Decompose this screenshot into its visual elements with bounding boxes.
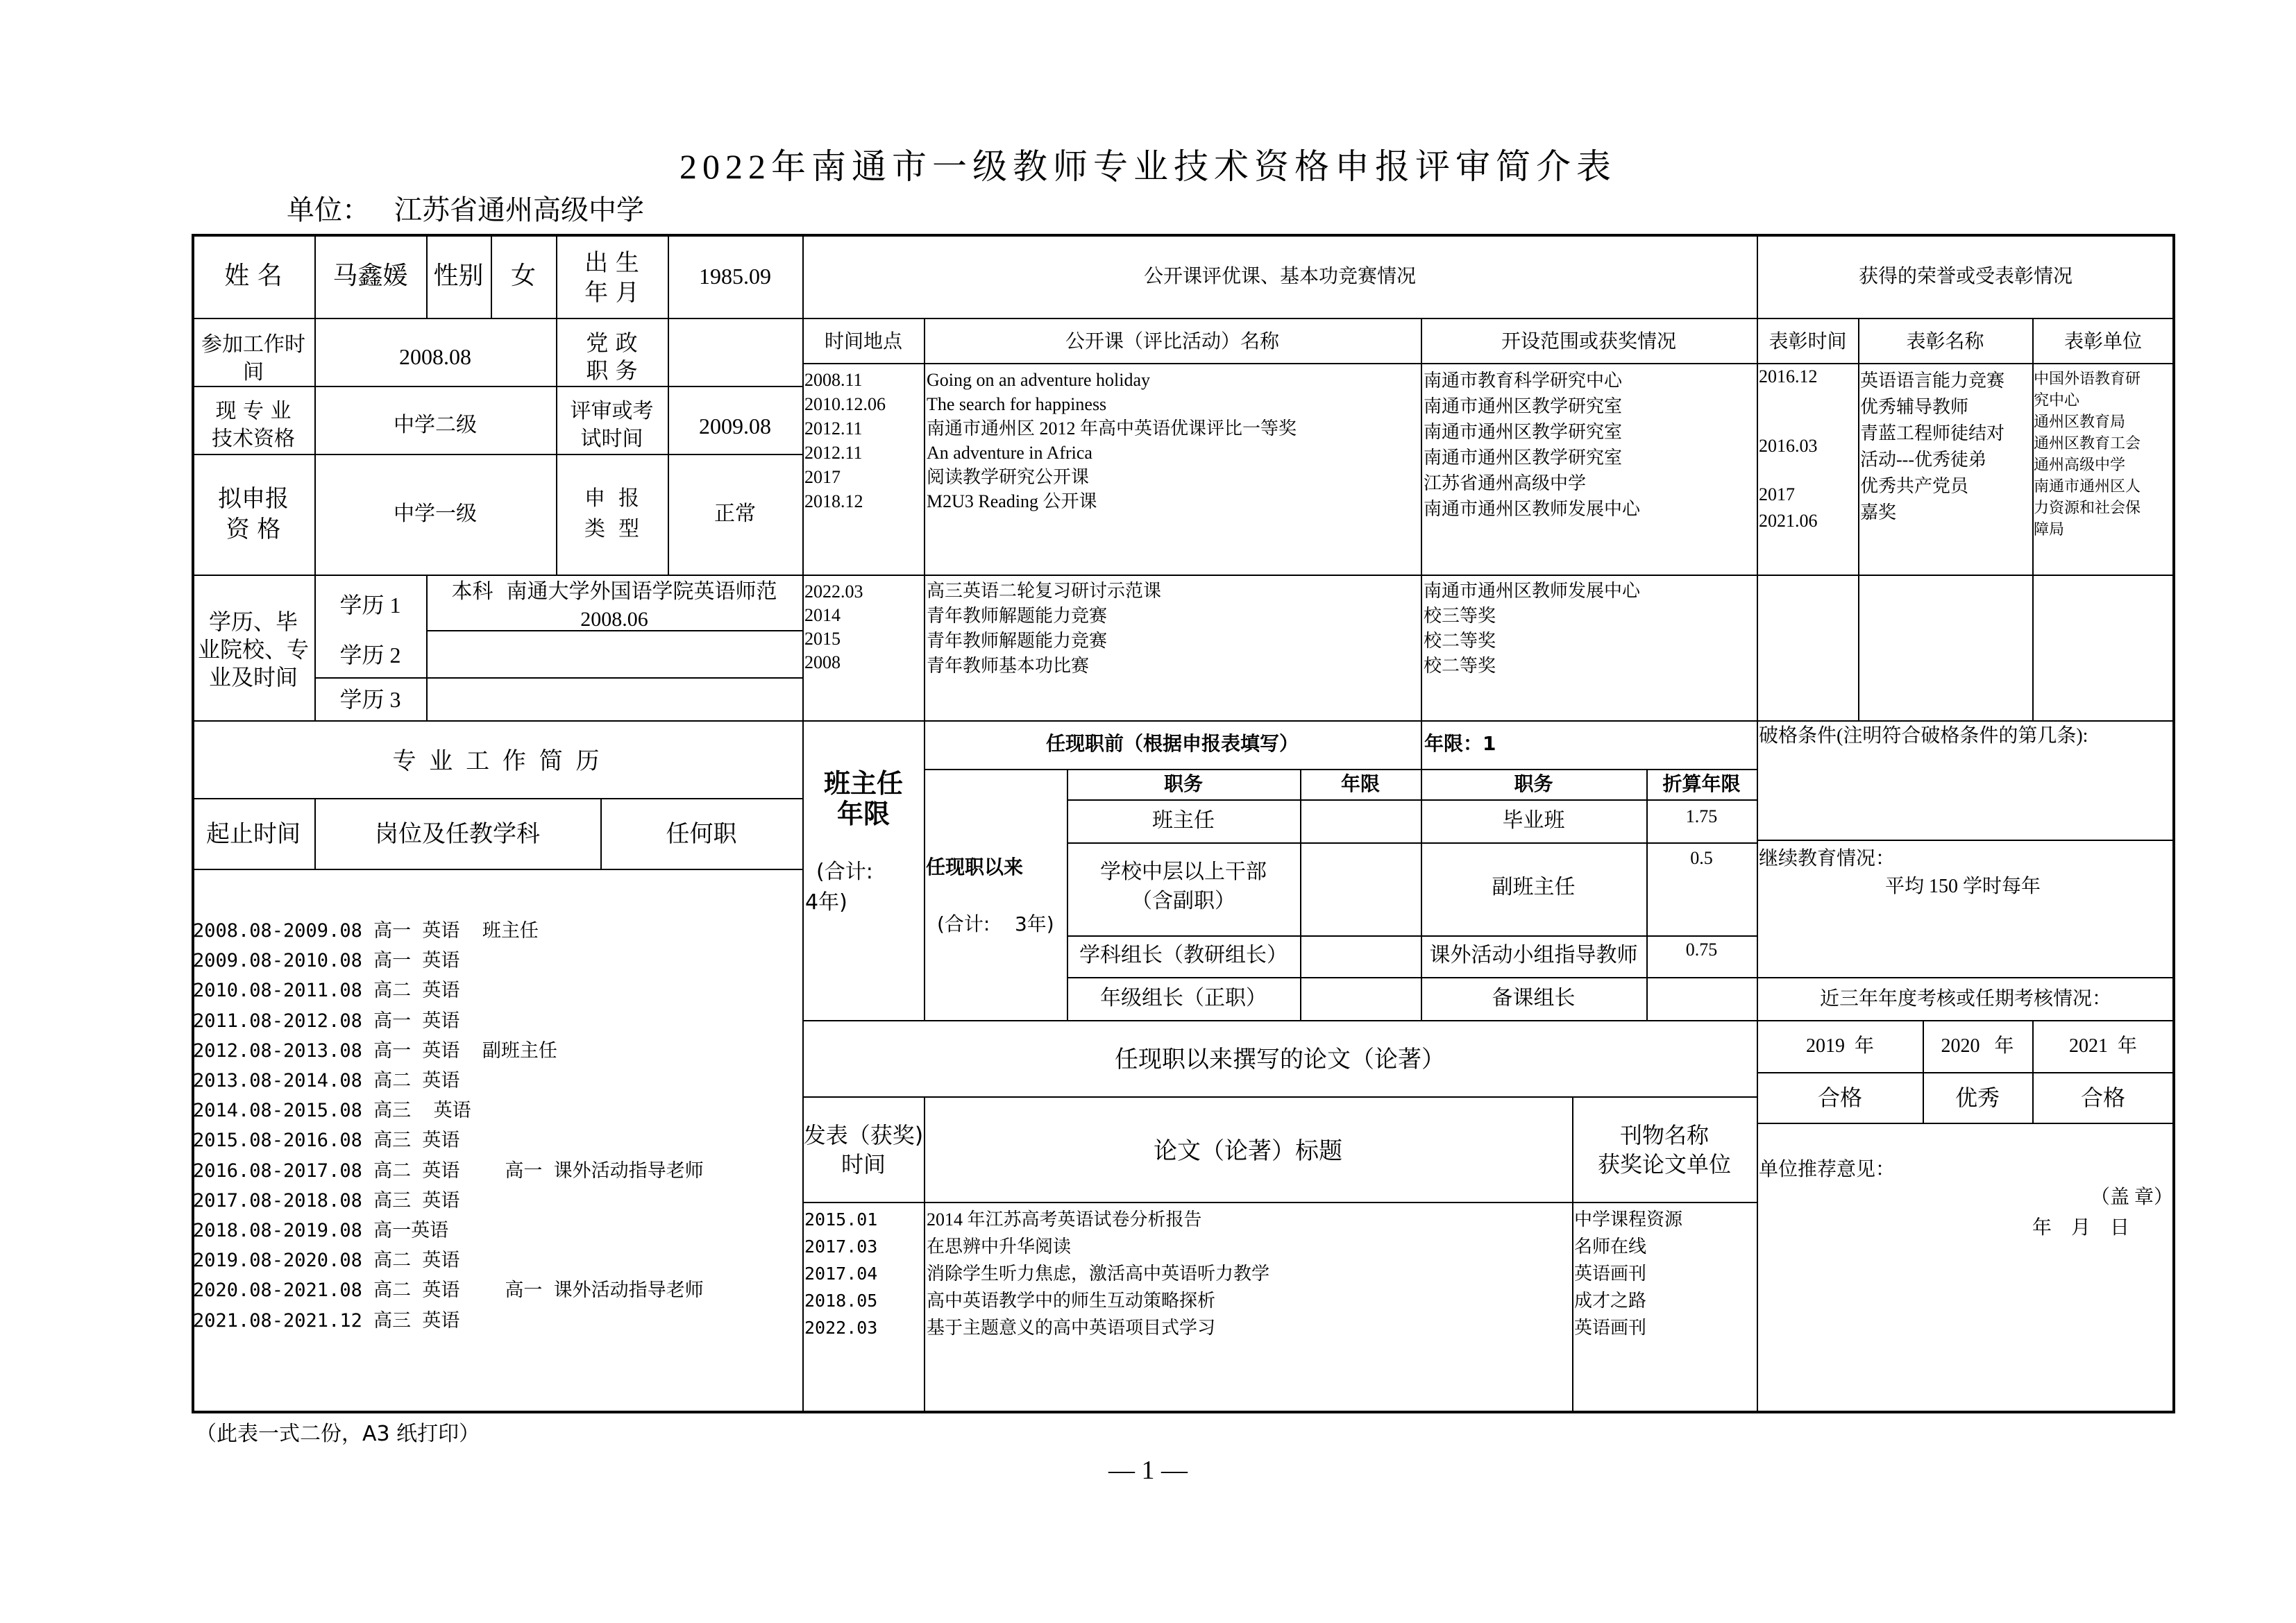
list-item: 南通市通州区教学研究室 bbox=[1424, 422, 1623, 442]
name-label: 姓 名 bbox=[224, 262, 282, 290]
list-item: 校二等奖 bbox=[1424, 631, 1496, 651]
list-item: 江苏省通州高级中学 bbox=[1424, 473, 1587, 493]
apply-type-label: 类 型 bbox=[584, 517, 640, 541]
seal-label: （盖 章） bbox=[2091, 1187, 2174, 1208]
list-item: 2017.03 bbox=[804, 1237, 878, 1257]
list-item: 障局 bbox=[2034, 520, 2065, 538]
divider bbox=[1757, 235, 1758, 1412]
list-item: 南通市通州区教学研究室 bbox=[1424, 448, 1623, 468]
list-item: 嘉奖 bbox=[1860, 502, 1897, 522]
list-item: 中国外语教育研 bbox=[2034, 370, 2141, 387]
open-class-names bbox=[927, 368, 1297, 513]
col-converted: 折算年限 bbox=[1662, 772, 1741, 795]
papers-col-pub: 刊物名称 bbox=[1619, 1122, 1709, 1148]
career-entry: 2016.08-2017.08 高二 英语 高一 课外活动指导老师 bbox=[193, 1159, 704, 1182]
party-label: 党 政 bbox=[586, 330, 638, 356]
education-row-label: 学历 1 bbox=[339, 593, 401, 618]
career-title: 专 业 工 作 简 历 bbox=[392, 747, 602, 775]
gender-value: 女 bbox=[510, 262, 536, 290]
head-teacher-title: 班主任 bbox=[823, 768, 903, 799]
list-item: An adventure in Africa bbox=[927, 443, 1092, 463]
list-item: 优秀共产党员 bbox=[1860, 476, 1969, 496]
list-item: 南通市通州区教师发展中心 bbox=[1424, 581, 1641, 601]
honor-names bbox=[1860, 368, 2004, 526]
career-entry: 2018.08-2019.08 高一英语 bbox=[193, 1220, 449, 1242]
name-value: 马鑫媛 bbox=[332, 262, 408, 290]
before-years: 年限：1 bbox=[1424, 732, 1496, 755]
assessment-year: 2020 年 bbox=[1941, 1035, 2014, 1057]
gender-label: 性别 bbox=[433, 262, 484, 290]
exception-label: 破格条件(注明符合破格条件的第几条): bbox=[1759, 725, 2088, 747]
since-label: 任现职以来 bbox=[926, 856, 1024, 878]
assessment-result: 合格 bbox=[2080, 1085, 2125, 1111]
list-item: 青蓝工程师徒结对 bbox=[1860, 423, 2005, 443]
assessment-year: 2019 年 bbox=[1805, 1035, 1874, 1057]
honors-col-unit: 表彰单位 bbox=[2063, 330, 2142, 352]
paper-times bbox=[804, 1206, 877, 1341]
apply-title-value: 中学一级 bbox=[394, 502, 477, 526]
list-item: 力资源和社会保 bbox=[2034, 499, 2141, 516]
duty-cell: 学校中层以上干部 bbox=[1100, 860, 1267, 884]
list-item: 通州高级中学 bbox=[2034, 456, 2126, 473]
papers-title: 任现职以来撰写的论文（论著） bbox=[1115, 1046, 1445, 1073]
since-total: (合计: 3年) bbox=[937, 912, 1054, 935]
career-col-duty: 任何职 bbox=[666, 820, 737, 848]
honor-time: 2021.06 bbox=[1759, 511, 1818, 531]
work-start-label: 间 bbox=[243, 360, 264, 384]
work-start-value: 2008.08 bbox=[399, 344, 471, 369]
list-item: 校二等奖 bbox=[1424, 656, 1496, 676]
assessment-result: 优秀 bbox=[1955, 1085, 2000, 1111]
papers-col-time: 时间 bbox=[841, 1151, 886, 1178]
open-class-results bbox=[1424, 579, 1640, 679]
list-item: 英语语言能力竞赛 bbox=[1860, 371, 2005, 391]
list-item: Going on an adventure holiday bbox=[927, 370, 1151, 390]
paper-pubs bbox=[1574, 1206, 1682, 1341]
list-item: 2017 bbox=[804, 467, 841, 487]
list-item: 中学课程资源 bbox=[1574, 1209, 1683, 1230]
papers-col-pub: 获奖论文单位 bbox=[1597, 1151, 1731, 1178]
list-item: 青年教师解题能力竞赛 bbox=[927, 606, 1108, 626]
career-entry: 2014.08-2015.08 高三 英语 bbox=[193, 1100, 471, 1122]
review-time-label: 评审或考 bbox=[570, 399, 654, 423]
continuing-education-value: 平均 150 学时每年 bbox=[1885, 876, 2041, 897]
head-teacher-total: (合计: bbox=[816, 860, 873, 884]
current-title-value: 中学二级 bbox=[394, 413, 477, 437]
converted-cell: 0.5 bbox=[1690, 848, 1713, 868]
list-item: 究中心 bbox=[2034, 391, 2080, 409]
before-label: 任现职前（根据申报表填写） bbox=[1045, 732, 1299, 755]
career-entry: 2019.08-2020.08 高二 英语 bbox=[193, 1250, 460, 1272]
list-item: 2022.03 bbox=[804, 1318, 878, 1338]
duty-cell: 年级组长（正职） bbox=[1100, 986, 1267, 1010]
list-item: 2017.04 bbox=[804, 1264, 878, 1284]
list-item: 2018.05 bbox=[804, 1291, 878, 1311]
education-label: 学历、毕 bbox=[208, 609, 298, 635]
review-time-label: 试时间 bbox=[580, 427, 643, 451]
list-item: 基于主题意义的高中英语项目式学习 bbox=[927, 1318, 1216, 1338]
list-item: 2015 bbox=[804, 629, 841, 649]
assessment-result: 合格 bbox=[1817, 1085, 1862, 1111]
list-item: 南通市通州区人 bbox=[2034, 477, 2141, 495]
education-row-label: 学历 3 bbox=[339, 687, 401, 712]
continuing-education-label: 继续教育情况： bbox=[1759, 848, 1896, 869]
open-class-col-result: 开设范围或获奖情况 bbox=[1501, 330, 1676, 352]
list-item: 名师在线 bbox=[1574, 1237, 1647, 1257]
duty-cell: （含副职） bbox=[1131, 889, 1235, 913]
list-item: 校三等奖 bbox=[1424, 606, 1496, 626]
honors-col-name: 表彰名称 bbox=[1906, 330, 1984, 352]
education-school: 本科 南通大学外国语学院英语师范 bbox=[451, 579, 777, 604]
honor-time: 2017 bbox=[1759, 484, 1795, 504]
duty-cell: 学科组长（教研组长） bbox=[1079, 943, 1288, 967]
list-item: 英语画刊 bbox=[1574, 1264, 1647, 1284]
list-item: 阅读教学研究公开课 bbox=[927, 467, 1090, 487]
career-col-post: 岗位及任教学科 bbox=[375, 820, 540, 848]
duty2-cell: 副班主任 bbox=[1492, 875, 1576, 899]
birth-label: 出 生 bbox=[584, 249, 639, 277]
list-item: 消除学生听力焦虑，激活高中英语听力教学 bbox=[927, 1264, 1270, 1284]
apply-type-label: 申 报 bbox=[584, 486, 640, 511]
list-item: 青年教师解题能力竞赛 bbox=[927, 631, 1108, 651]
list-item: 南通市通州区 2012 年高中英语优课评比一等奖 bbox=[927, 418, 1297, 439]
date-label: 年 月 日 bbox=[2032, 1217, 2130, 1239]
education-label: 业院校、专 bbox=[197, 636, 309, 663]
current-title-label: 技术资格 bbox=[212, 427, 295, 451]
list-item: 英语画刊 bbox=[1574, 1318, 1647, 1338]
work-start-label: 参加工作时 bbox=[201, 332, 305, 357]
career-entry: 2017.08-2018.08 高三 英语 bbox=[193, 1189, 460, 1212]
career-entry: 2020.08-2021.08 高二 英语 高一 课外活动指导老师 bbox=[193, 1280, 704, 1302]
list-item: 成才之路 bbox=[1574, 1291, 1647, 1311]
list-item: 高中英语教学中的师生互动策略探析 bbox=[927, 1291, 1216, 1311]
unit-label: 单位： bbox=[287, 194, 370, 226]
list-item: 2014 bbox=[804, 605, 841, 625]
list-item: 优秀辅导教师 bbox=[1860, 397, 1969, 417]
list-item: 南通市通州区教学研究室 bbox=[1424, 396, 1623, 416]
list-item: 在思辨中升华阅读 bbox=[927, 1237, 1072, 1257]
open-class-title: 公开课评优课、基本功竞赛情况 bbox=[1143, 264, 1416, 287]
list-item: 2014 年江苏高考英语试卷分析报告 bbox=[927, 1209, 1202, 1230]
open-class-times bbox=[804, 580, 863, 674]
papers-col-title: 论文（论著）标题 bbox=[1154, 1137, 1342, 1165]
list-item: 2008.11 bbox=[804, 370, 863, 390]
career-list bbox=[193, 916, 801, 1336]
honors-col-time: 表彰时间 bbox=[1769, 330, 1847, 352]
list-item: 2012.11 bbox=[804, 418, 863, 439]
open-class-names bbox=[927, 579, 1161, 679]
education-label: 业及时间 bbox=[208, 664, 298, 690]
assessment-year: 2021 年 bbox=[2068, 1035, 2137, 1057]
list-item: 2018.12 bbox=[804, 491, 863, 511]
list-item: M2U3 Reading 公开课 bbox=[927, 491, 1097, 511]
list-item: 活动---优秀徒弟 bbox=[1860, 450, 1986, 470]
honor-time: 2016.03 bbox=[1759, 436, 1818, 456]
career-entry: 2009.08-2010.08 高一 英语 bbox=[193, 950, 460, 972]
birth-label: 年 月 bbox=[584, 279, 639, 307]
open-class-results bbox=[1424, 368, 1640, 522]
apply-title-label: 拟申报 bbox=[218, 485, 289, 513]
converted-cell: 1.75 bbox=[1685, 806, 1718, 826]
list-item: 2010.12.06 bbox=[804, 394, 886, 414]
papers-col-time: 发表（获奖) bbox=[803, 1122, 924, 1148]
career-entry: 2008.08-2009.08 高一 英语 班主任 bbox=[193, 920, 539, 942]
party-label: 职 务 bbox=[586, 357, 638, 384]
list-item: The search for happiness bbox=[927, 394, 1107, 414]
open-class-col-time: 时间地点 bbox=[824, 330, 902, 352]
career-entry: 2015.08-2016.08 高三 英语 bbox=[193, 1130, 460, 1152]
paper-titles bbox=[927, 1206, 1269, 1341]
duty2-cell: 课外活动小组指导教师 bbox=[1429, 943, 1638, 967]
honor-units bbox=[2034, 368, 2141, 540]
list-item: 南通市通州区教师发展中心 bbox=[1424, 499, 1641, 519]
col-duty: 职务 bbox=[1163, 772, 1203, 795]
footer-note: （此表一式二份，A3 纸打印） bbox=[196, 1422, 480, 1446]
list-item: 南通市教育科学研究中心 bbox=[1424, 371, 1623, 391]
list-item: 2022.03 bbox=[804, 581, 863, 602]
current-title-label: 现 专 业 bbox=[215, 399, 292, 423]
career-col-time: 起止时间 bbox=[206, 820, 301, 848]
list-item: 通州区教育工会 bbox=[2034, 434, 2141, 452]
duty2-cell: 备课组长 bbox=[1492, 986, 1576, 1010]
col-years: 年限 bbox=[1340, 772, 1380, 795]
apply-type-value: 正常 bbox=[714, 502, 756, 526]
list-item: 高三英语二轮复习研讨示范课 bbox=[927, 581, 1162, 601]
page-number: — 1 — bbox=[1108, 1456, 1188, 1485]
birth-value: 1985.09 bbox=[699, 264, 771, 289]
page-title: 2022年南通市一级教师专业技术资格申报评审简介表 bbox=[679, 147, 1617, 186]
honor-time: 2016.12 bbox=[1759, 366, 1818, 386]
career-entry: 2011.08-2012.08 高一 英语 bbox=[193, 1010, 460, 1032]
education-date: 2008.06 bbox=[580, 608, 648, 631]
list-item: 2008 bbox=[804, 652, 841, 672]
list-item: 青年教师基本功比赛 bbox=[927, 656, 1090, 676]
converted-cell: 0.75 bbox=[1685, 940, 1718, 960]
list-item: 2015.01 bbox=[804, 1209, 878, 1230]
honors-title: 获得的荣誉或受表彰情况 bbox=[1858, 264, 2073, 287]
apply-title-label: 资 格 bbox=[226, 516, 281, 543]
assessment-label: 近三年年度考核或任期考核情况： bbox=[1819, 988, 2111, 1010]
career-entry: 2013.08-2014.08 高二 英语 bbox=[193, 1070, 460, 1092]
duty2-cell: 毕业班 bbox=[1502, 808, 1565, 833]
unit-name: 江苏省通州高级中学 bbox=[394, 194, 644, 226]
career-entry: 2010.08-2011.08 高二 英语 bbox=[193, 980, 460, 1002]
recommend-label: 单位推荐意见： bbox=[1759, 1159, 1896, 1180]
open-class-times bbox=[804, 368, 886, 513]
head-teacher-title: 年限 bbox=[836, 799, 890, 829]
list-item: 通州区教育局 bbox=[2034, 413, 2126, 430]
duty-cell: 班主任 bbox=[1152, 808, 1215, 833]
open-class-col-name: 公开课（评比活动）名称 bbox=[1065, 330, 1279, 352]
head-teacher-total: 4年) bbox=[805, 890, 847, 915]
review-time-value: 2009.08 bbox=[699, 414, 771, 439]
career-entry: 2012.08-2013.08 高一 英语 副班主任 bbox=[193, 1039, 557, 1062]
list-item: 2012.11 bbox=[804, 443, 863, 463]
career-entry: 2021.08-2021.12 高三 英语 bbox=[193, 1309, 460, 1332]
education-row-label: 学历 2 bbox=[339, 643, 401, 668]
col-duty2: 职务 bbox=[1514, 772, 1553, 795]
